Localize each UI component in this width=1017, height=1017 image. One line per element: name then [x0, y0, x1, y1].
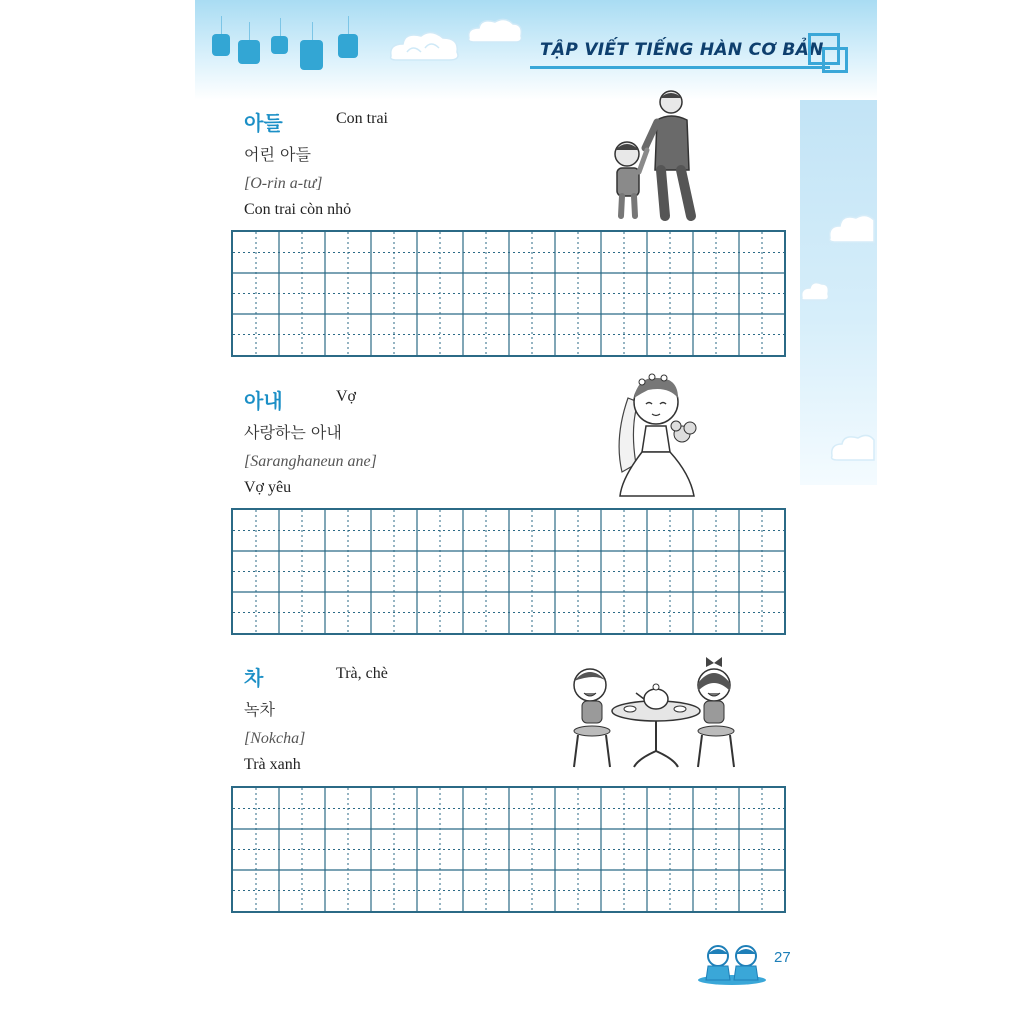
romanization: [O-rin a-tư]: [244, 175, 323, 192]
writing-grid-lines: [233, 510, 784, 633]
header-ornament: [822, 47, 848, 73]
lantern-icon: [238, 40, 260, 64]
lantern-icon: [212, 34, 230, 56]
header-title: TẬP VIẾT TIẾNG HÀN CƠ BẢN: [540, 40, 824, 60]
cloud-icon: [800, 276, 830, 304]
korean-phrase: 어린 아들: [244, 145, 311, 164]
cloud-icon: [828, 430, 876, 464]
vocab-entry: [244, 107, 388, 219]
lantern-icon: [271, 36, 288, 54]
korean-phrase: 사랑하는 아내: [244, 423, 342, 442]
korean-word: 아들: [244, 111, 283, 135]
page-number: 27: [774, 949, 791, 966]
lantern-icon: [300, 40, 323, 70]
sky-background-right: [800, 65, 877, 485]
romanization: [Saranghaneun ane]: [244, 453, 377, 470]
romanization: [Nokcha]: [244, 730, 306, 747]
father-and-son-illustration: [605, 88, 705, 224]
lantern-icon: [338, 34, 358, 58]
cloud-icon: [826, 208, 876, 248]
cloud-icon: [465, 14, 525, 46]
mascot-children-icon: [696, 944, 768, 986]
korean-word: 아내: [244, 389, 283, 413]
writing-grid-lines: [233, 232, 784, 355]
children-drinking-tea-illustration: [568, 655, 748, 771]
korean-phrase: 녹차: [244, 700, 275, 719]
phrase-translation: Trà xanh: [244, 756, 301, 773]
phrase-translation: Con trai còn nhỏ: [244, 201, 352, 218]
vocab-entry: [244, 662, 388, 774]
header-divider: [530, 66, 830, 69]
cloud-icon: [385, 26, 465, 66]
bride-illustration: [608, 368, 703, 502]
word-meaning: Trà, chè: [336, 665, 388, 682]
writing-grid-lines: [233, 788, 784, 911]
writing-grid[interactable]: [231, 786, 786, 913]
vocab-entry: [244, 385, 377, 497]
korean-word: 차: [244, 666, 264, 690]
phrase-translation: Vợ yêu: [244, 479, 292, 496]
word-meaning: Con trai: [336, 110, 388, 127]
writing-grid[interactable]: [231, 230, 786, 357]
word-meaning: Vợ: [336, 388, 357, 405]
writing-grid[interactable]: [231, 508, 786, 635]
